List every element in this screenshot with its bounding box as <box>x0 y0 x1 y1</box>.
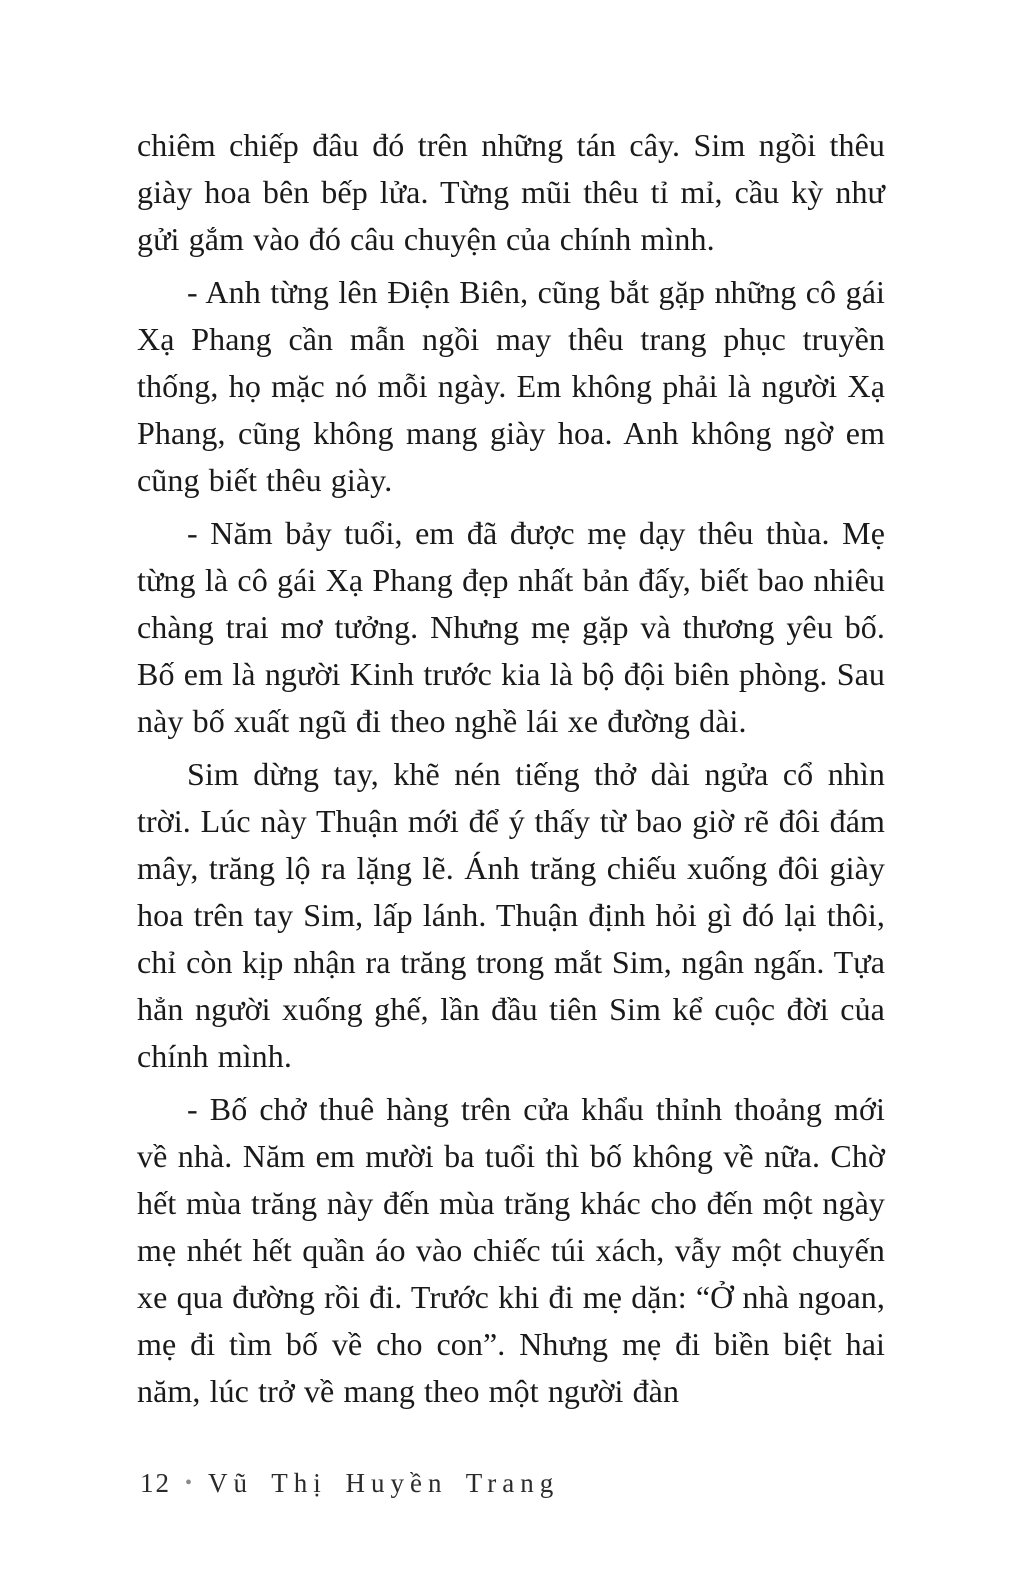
paragraph-dialogue-bo-cho-thue: - Bố chở thuê hàng trên cửa khẩu thỉnh thoảng mới về nhà. Năm em mười ba tuổi thì bố không về nữa. Chờ hết mùa trăng này đến mùa trăng khác cho đến một ngày mẹ nhét hết quần áo vào chiếc túi xách, vẫy một chuyến xe qua đường rồi đi. Trước khi đi mẹ dặn: “Ở nhà ngoan, mẹ đi tìm bố về cho con”. Nhưng mẹ đi biền biệt hai năm, lúc trở về mang theo một người đàn <box>137 1091 885 1409</box>
page-number: 12 <box>140 1468 171 1498</box>
page-body <box>137 122 885 1421</box>
paragraph-dialogue-nam-bay-tuoi: - Năm bảy tuổi, em đã được mẹ dạy thêu thùa. Mẹ từng là cô gái Xạ Phang đẹp nhất bản đấy, biết bao nhiêu chàng trai mơ tưởng. Nhưng mẹ gặp và thương yêu bố. Bố em là người Kinh trước kia là bộ đội biên phòng. Sau này bố xuất ngũ đi theo nghề lái xe đường dài. <box>137 515 885 739</box>
page-footer <box>140 1468 559 1499</box>
paragraph-narration-sim: Sim dừng tay, khẽ nén tiếng thở dài ngửa cổ nhìn trời. Lúc này Thuận mới để ý thấy từ bao giờ rẽ đôi đám mây, trăng lộ ra lặng lẽ. Ánh trăng chiếu xuống đôi giày hoa trên tay Sim, lấp lánh. Thuận định hỏi gì đó lại thôi, chỉ còn kịp nhận ra trăng trong mắt Sim, ngân ngấn. Tựa hẳn người xuống ghế, lần đầu tiên Sim kể cuộc đời của chính mình. <box>137 756 885 1074</box>
paragraph-dialogue-dien-bien: - Anh từng lên Điện Biên, cũng bắt gặp những cô gái Xạ Phang cần mẫn ngồi may thêu trang phục truyền thống, họ mặc nó mỗi ngày. Em không phải là người Xạ Phang, cũng không mang giày hoa. Anh không ngờ em cũng biết thêu giày. <box>137 274 885 498</box>
footer-author-name: Vũ Thị Huyền Trang <box>208 1468 560 1498</box>
paragraph-continuation: chiêm chiếp đâu đó trên những tán cây. Sim ngồi thêu giày hoa bên bếp lửa. Từng mũi thêu tỉ mỉ, cầu kỳ như gửi gắm vào đó câu chuyện của chính mình. <box>137 127 885 257</box>
footer-separator-dot: • <box>185 1472 193 1494</box>
